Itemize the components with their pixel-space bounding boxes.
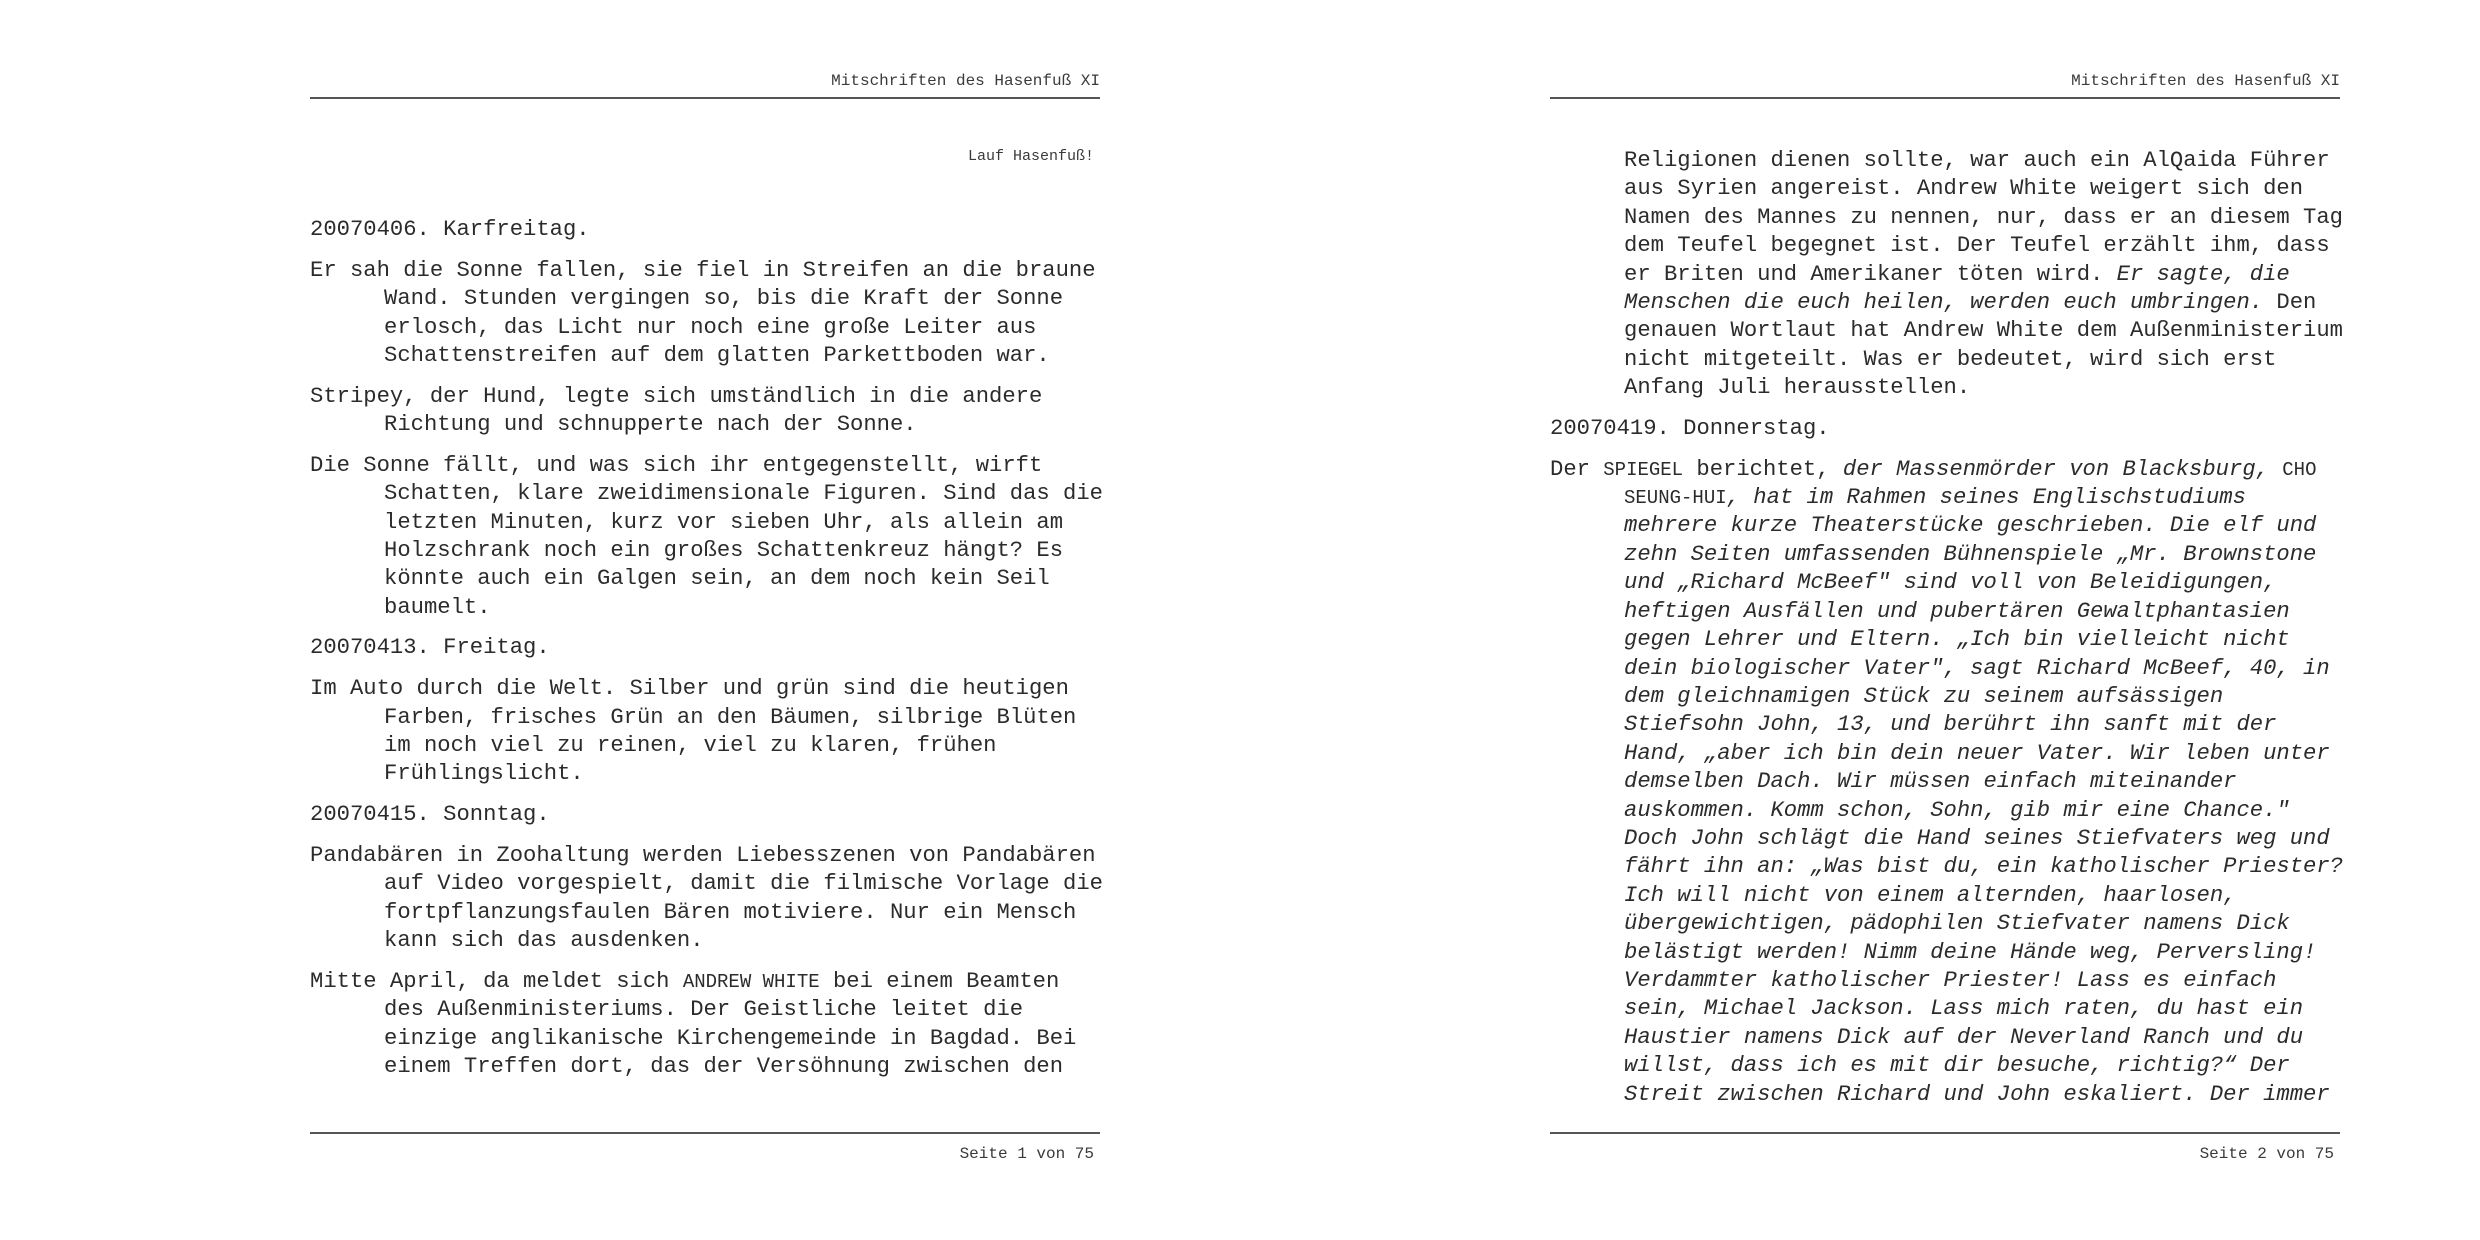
entry-date: 20070415. Sonntag. <box>310 802 550 828</box>
entry-date: 20070413. Freitag. <box>310 635 550 661</box>
page-number: Seite 2 von 75 <box>2199 1145 2334 1163</box>
page-2 <box>1550 0 2350 1240</box>
text-run: Der <box>1550 456 1604 482</box>
page-number: Seite 1 von 75 <box>959 1145 1094 1163</box>
footer-rule <box>1550 1132 2340 1134</box>
header-rule <box>1550 97 2340 99</box>
entry-date: 20070419. Donnerstag. <box>1550 415 1830 441</box>
person-name: ANDREW WHITE <box>682 970 820 993</box>
page-2-body <box>1550 147 2350 1121</box>
text-run: Religionen dienen sollte, war auch ein AlQaida Führer aus Syrien angereist. Andrew White weigert sich den Namen des Mannes zu nennen, nur, dass er an diesem Tag dem Teufel begegnet ist. Der Teufel erzählt ihm, dass er Briten und Amerikaner töten wird. <box>1624 148 2343 287</box>
running-head: Mitschriften des Hasenfuß XI <box>2071 72 2340 90</box>
paragraph: Er sah die Sonne fallen, sie fiel in Streifen an die braune Wand. Stunden vergingen so, bis die Kraft der Sonne erlosch, das Licht nur noch eine große Leiter aus Schattenstreifen auf dem glatten Parkettboden war. <box>310 257 1096 368</box>
motto: Lauf Hasenfuß! <box>967 148 1094 165</box>
paragraph-spiegel <box>1550 456 2350 1109</box>
quote-italic: Er sagte, die Menschen die euch heilen, werden euch umbringen. <box>1624 261 2290 316</box>
paragraph-andrew-white <box>310 968 1110 1082</box>
entry-date: 20070406. Karfreitag. <box>310 217 590 242</box>
text-run: berichtet, <box>1683 456 1843 482</box>
page-1 <box>310 0 1110 1240</box>
running-head: Mitschriften des Hasenfuß XI <box>831 72 1100 90</box>
paragraph: Stripey, der Hund, legte sich umständlich in die andere Richtung und schnupperte nach der Sonne. <box>310 383 1043 438</box>
paragraph: Im Auto durch die Welt. Silber und grün sind die heutigen Farben, frisches Grün an den Bäumen, silbrige Blüten im noch viel zu reinen, viel zu klaren, frühen Frühlingslicht. <box>310 676 1077 787</box>
paragraph: Die Sonne fällt, und was sich ihr entgegenstellt, wirft Schatten, klare zweidimensionale Figuren. Sind das die letzten Minuten, kurz vor sieben Uhr, als allein am Holzschrank noch ein großes Schattenkreuz hängt? Es könnte auch ein Galgen sein, an dem noch kein Seil baumelt. <box>310 452 1103 620</box>
quote-italic: der Massenmörder von Blacksburg, <box>1842 456 2283 482</box>
continued-paragraph <box>1550 147 2350 403</box>
person-name: CHO SEUNG-HUI <box>1624 458 2317 510</box>
header-rule <box>310 97 1100 99</box>
text-run: bei einem Beamten des Außenministeriums. Der Geistliche leitet die einzige anglikanische Kirchengemeinde in Bagdad. Bei einem Treffen dort, das der Versöhnung zwischen den <box>384 968 1077 1079</box>
page-1-body <box>310 216 1110 1094</box>
text-run: Den genauen Wortlaut hat Andrew White dem Außenministerium nicht mitgeteilt. Was er bedeutet, wird sich erst Anfang Juli herausstellen. <box>1624 290 2343 401</box>
paragraph: Pandabären in Zoohaltung werden Liebesszenen von Pandabären auf Video vorgespielt, damit die filmische Vorlage die fortpflanzungsfaulen Bären motiviere. Nur ein Mensch kann sich das ausdenken. <box>310 842 1103 954</box>
text-run: Mitte April, da meldet sich <box>310 968 683 994</box>
footer-rule <box>310 1132 1100 1134</box>
quote-italic: , hat im Rahmen seines Englischstudiums mehrere kurze Theaterstücke geschrieben. Die elf und zehn Seiten umfassenden Bühnenspiele „Mr. Brownstone und „Richard McBeef" sind voll von Beleidigungen, heftigen Ausfällen und pubertären Gewaltphantasien gegen Lehrer und Eltern. „Ich bin vielleicht nicht dein biologischer Vater", sagt Richard McBeef, 40, in dem gleichnamigen Stück zu seinem aufsässigen Stiefsohn John, 13, und berührt ihn sanft mit der Hand, „aber ich bin dein neuer Vater. Wir leben unter demselben Dach. Wir müssen einfach miteinander auskommen. Komm schon, Sohn, gib mir eine Chance." Doch John schlägt die Hand seines Stiefvaters weg und fährt ihn an: „Was bist du, ein katholischer Priester? Ich will nicht von einem alternden, haarlosen, übergewichtigen, pädophilen Stiefvater namens Dick belästigt werden! Nimm deine Hände weg, Perversling! Verdammter katholischer Priester! Lass es einfach sein, Michael Jackson. Lass mich raten, du hast ein Haustier namens Dick auf der Neverland Ranch und du willst, dass ich es mit dir besuche, richtig?“ Der Streit zwischen Richard und John eskaliert. Der immer <box>1624 485 2343 1107</box>
publication-name: SPIEGEL <box>1603 458 1684 481</box>
